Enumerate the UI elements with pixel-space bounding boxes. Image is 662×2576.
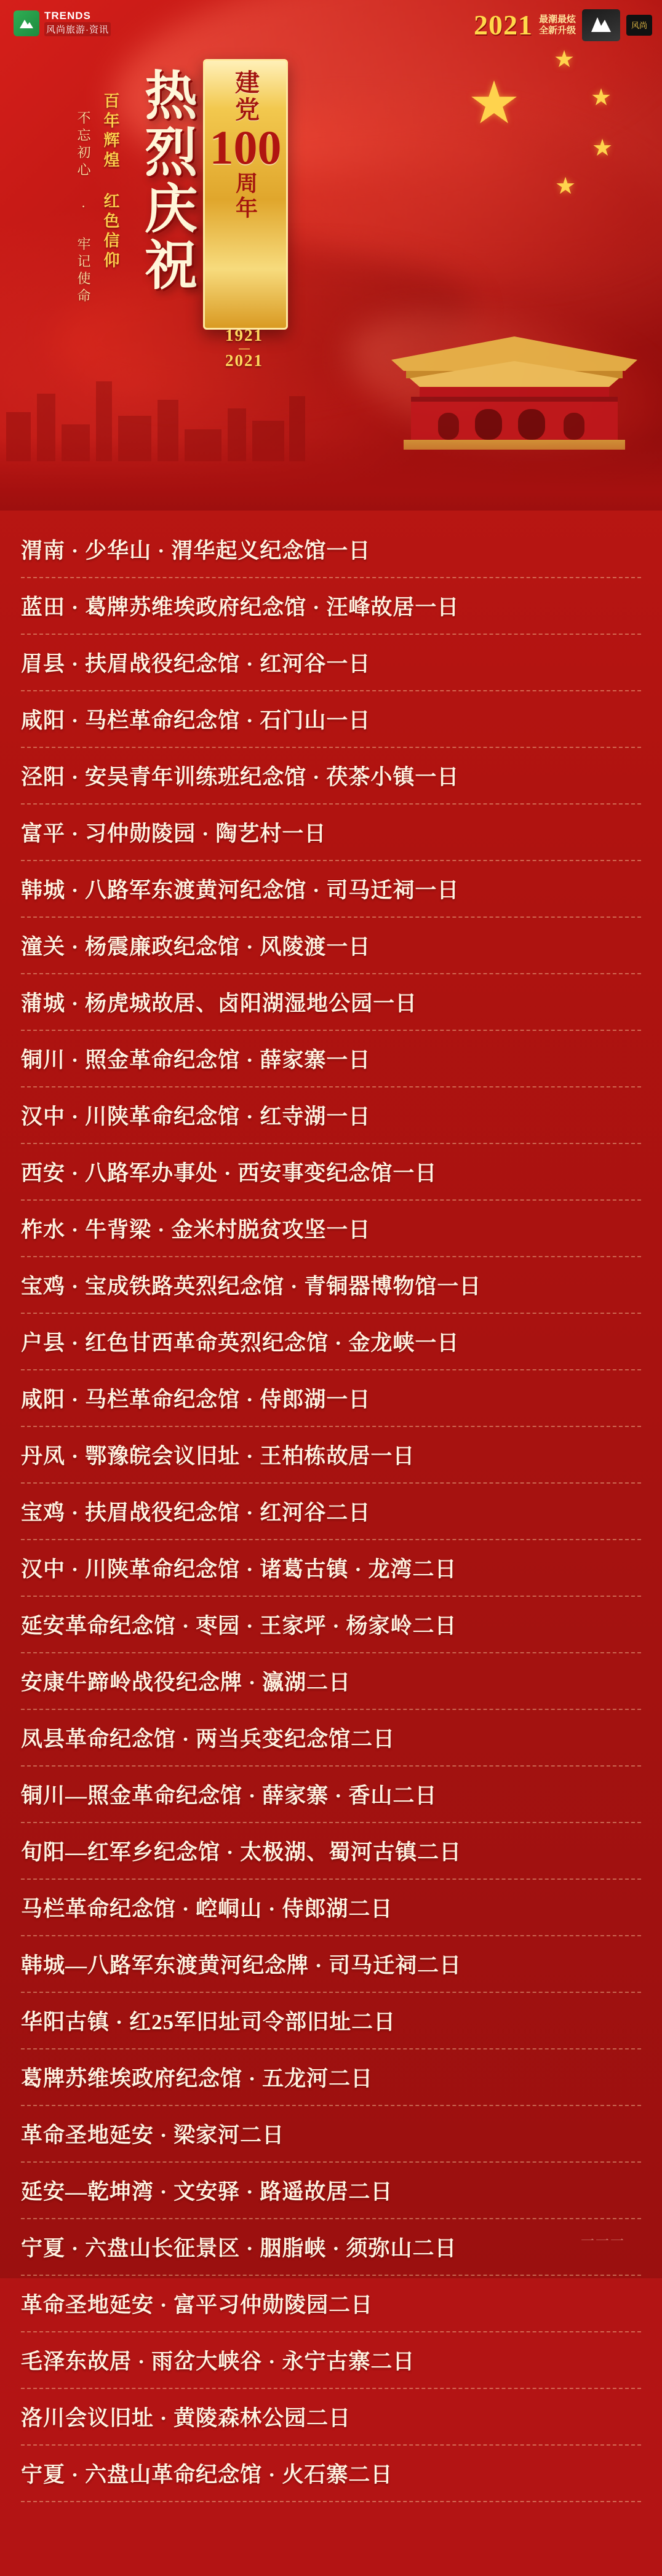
list-item-label: 宝鸡 · 宝成铁路英烈纪念馆 · 青铜器博物馆一日 [21,1274,482,1298]
list-item-label: 韩城—八路军东渡黄河纪念牌 · 司马迁祠二日 [21,1954,462,1978]
list-item-label: 蓝田 · 葛牌苏维埃政府纪念馆 · 汪峰故居一日 [21,595,460,619]
header-brand-block [474,9,652,41]
list-item[interactable] [21,691,641,748]
list-item[interactable] [21,1427,641,1484]
year-end: 2021 [225,351,263,370]
five-pointed-star-icon: ★ [554,47,575,73]
list-item[interactable] [21,1597,641,1653]
list-item-label: 延安革命纪念馆 · 枣园 · 王家坪 · 杨家岭二日 [21,1614,457,1638]
list-item[interactable] [21,2049,641,2106]
site-logo[interactable] [14,10,111,36]
header-tagline-2: 全新升级 [538,25,576,36]
list-item[interactable] [21,1314,641,1370]
list-item[interactable] [21,918,641,974]
list-item[interactable] [21,1767,641,1823]
list-item[interactable] [21,2276,641,2332]
year-start: 1921 [225,326,263,344]
list-item-label: 安康牛蹄岭战役纪念牌 · 瀛湖二日 [21,1671,351,1695]
logo-brand-cn: 风尚旅游·资讯 [44,22,111,36]
plaque-bottom-text: 周年 [233,172,258,221]
list-item-label: 丹凤 · 鄂豫皖会议旧址 · 王柏栋故居一日 [21,1444,415,1468]
list-item[interactable] [21,2389,641,2446]
list-item-label: 葛牌苏维埃政府纪念馆 · 五龙河二日 [21,2067,373,2091]
list-item-label: 铜川 · 照金革命纪念馆 · 薛家寨一日 [21,1048,371,1072]
list-item-label: 柞水 · 牛背梁 · 金米村脱贫攻坚一日 [21,1218,371,1242]
list-item[interactable] [21,2219,641,2276]
slogan-gold: 百年辉煌 红色信仰 [102,92,119,271]
list-item-label: 咸阳 · 马栏革命纪念馆 · 石门山一日 [21,709,371,733]
headline-title: 热烈庆祝 [137,68,196,294]
list-item-label: 马栏革命纪念馆 · 崆峒山 · 侍郎湖二日 [21,1897,393,1921]
list-item[interactable] [21,1993,641,2049]
list-item[interactable] [21,861,641,918]
list-item-label: 韩城 · 八路军东渡黄河纪念馆 · 司马迁祠一日 [21,878,460,902]
header-badge-text: 风尚 [626,15,652,36]
list-item-label: 渭南 · 少华山 · 渭华起义纪念馆一日 [21,539,371,563]
list-item-label: 潼关 · 杨震廉政纪念馆 · 风陵渡一日 [21,935,371,959]
list-item-label: 汉中 · 川陕革命纪念馆 · 诸葛古镇 · 龙湾二日 [21,1557,457,1581]
five-pointed-star-icon: ★ [468,70,521,136]
five-pointed-star-icon: ★ [591,85,612,111]
list-item[interactable] [21,1936,641,1993]
list-item-label: 宝鸡 · 扶眉战役纪念馆 · 红河谷二日 [21,1501,371,1525]
list-item[interactable] [21,2446,641,2502]
sports-brand-icon [582,9,620,41]
list-item-label: 蒲城 · 杨虎城故居、卤阳湖湿地公园一日 [21,992,418,1016]
list-item-label: 毛泽东故居 · 雨岔大峡谷 · 永宁古寨二日 [21,2350,415,2374]
list-item[interactable] [21,1710,641,1767]
five-pointed-star-icon: ★ [592,135,613,161]
footer-watermark: 一一一 [580,2233,625,2249]
list-item[interactable] [21,1880,641,1936]
list-item[interactable] [21,578,641,635]
list-item[interactable] [21,1823,641,1880]
list-item[interactable] [21,2106,641,2163]
list-item-label: 眉县 · 扶眉战役纪念馆 · 红河谷一日 [21,652,371,676]
five-pointed-star-icon: ★ [555,173,576,199]
list-item-label: 洛川会议旧址 · 黄陵森林公园二日 [21,2406,351,2430]
tour-list [21,511,641,2576]
list-item[interactable] [21,748,641,805]
list-item[interactable] [21,1087,641,1144]
list-item-label: 铜川—照金革命纪念馆 · 薛家寨 · 香山二日 [21,1784,437,1808]
footer-spacer [21,2502,641,2576]
list-item-label: 凤县革命纪念馆 · 两当兵变纪念馆二日 [21,1727,396,1751]
list-item[interactable] [21,1031,641,1087]
list-item-label: 华阳古镇 · 红25军旧址司令部旧址二日 [21,2010,396,2034]
list-item-label: 泾阳 · 安吴青年训练班纪念馆 · 茯茶小镇一日 [21,765,460,789]
list-item[interactable] [21,635,641,691]
list-item[interactable] [21,1370,641,1427]
header-banner [0,0,662,511]
banner-fade-overlay [0,437,662,511]
list-item[interactable] [21,974,641,1031]
anniversary-plaque [203,59,288,330]
list-item-label: 汉中 · 川陕革命纪念馆 · 红寺湖一日 [21,1105,371,1129]
mountain-logo-icon [14,10,39,36]
list-item-label: 宁夏 · 六盘山长征景区 · 胭脂峡 · 须弥山二日 [21,2236,457,2260]
list-item[interactable] [21,2332,641,2389]
plaque-number: 100 [209,121,282,174]
list-item-label: 旬阳—红军乡纪念馆 · 太极湖、蜀河古镇二日 [21,1840,462,1864]
slogan-small: 不忘初心 · 牢记使命 [76,111,91,306]
list-item[interactable] [21,522,641,578]
list-item[interactable] [21,1201,641,1257]
header-year: 2021 [473,9,533,41]
list-item[interactable] [21,1540,641,1597]
list-item-label: 西安 · 八路军办事处 · 西安事变纪念馆一日 [21,1161,437,1185]
plaque-top-text: 建党 [231,70,260,124]
list-item-label: 宁夏 · 六盘山革命纪念馆 · 火石寨二日 [21,2463,393,2487]
list-item[interactable] [21,805,641,861]
list-item[interactable] [21,1484,641,1540]
list-item-label: 革命圣地延安 · 梁家河二日 [21,2123,285,2147]
list-item[interactable] [21,1653,641,1710]
tiananmen-gate-icon [379,323,650,452]
list-item-label: 咸阳 · 马栏革命纪念馆 · 侍郎湖一日 [21,1388,371,1412]
anniversary-years [217,326,272,370]
year-separator: — [239,342,250,354]
list-item[interactable] [21,2163,641,2219]
headline-composition [74,68,662,306]
list-item-label: 户县 · 红色甘西革命英烈纪念馆 · 金龙峡一日 [21,1331,460,1355]
list-item-label: 富平 · 习仲勋陵园 · 陶艺村一日 [21,822,327,846]
logo-brand-en: TRENDS [44,10,91,22]
list-item[interactable] [21,1257,641,1314]
header-tagline-1: 最潮最炫 [538,14,576,25]
list-item-label: 革命圣地延安 · 富平习仲勋陵园二日 [21,2293,373,2317]
list-item-label: 延安—乾坤湾 · 文安驿 · 路遥故居二日 [21,2180,393,2204]
list-item[interactable] [21,1144,641,1201]
